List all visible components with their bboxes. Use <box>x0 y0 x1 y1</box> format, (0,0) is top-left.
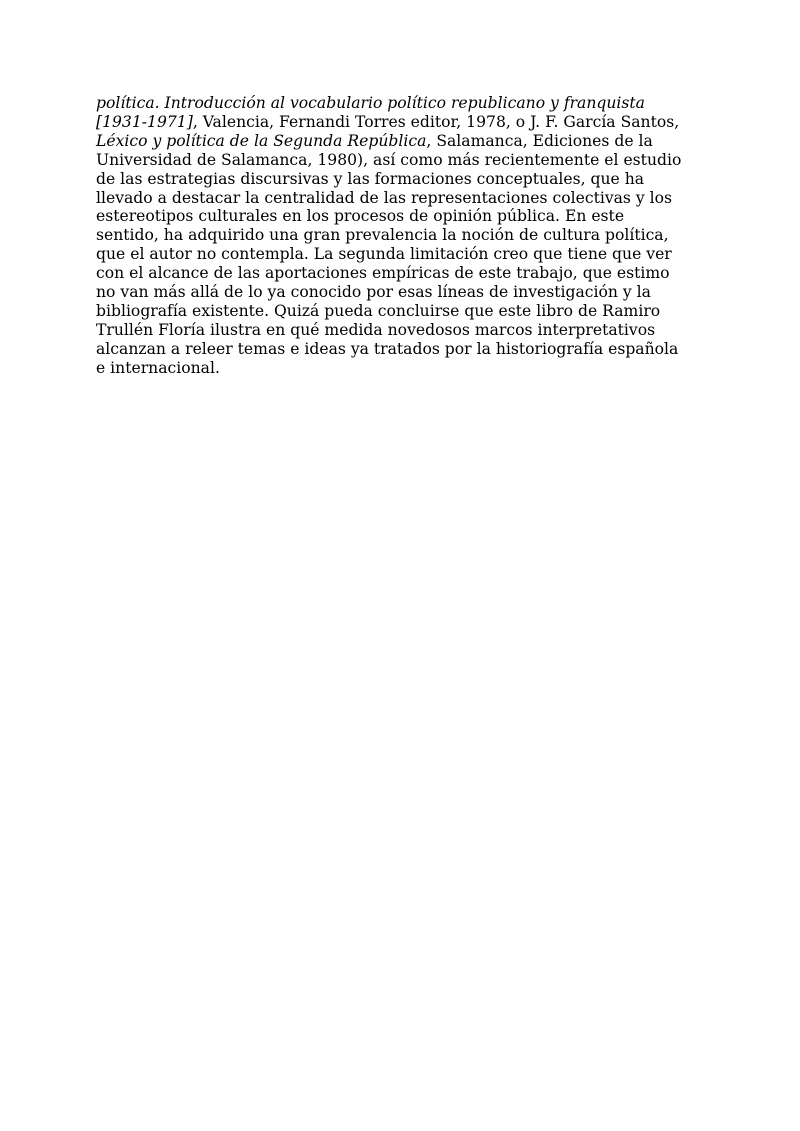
text-segment: alcanzan a releer temas e ideas ya tratados por la historiografía española <box>96 339 679 358</box>
text-line <box>96 226 712 245</box>
text-line <box>96 113 712 132</box>
text-line <box>96 151 712 170</box>
text-line <box>96 264 712 283</box>
text-line <box>96 302 712 321</box>
text-line <box>96 170 712 189</box>
text-segment: con el alcance de las aportaciones empíricas de este trabajo, que estimo <box>96 264 670 283</box>
italic-text-segment: [1931-1971] <box>96 112 193 131</box>
text-segment: estereotipos culturales en los procesos de opinión pública. En este <box>96 207 625 226</box>
text-line <box>96 283 712 302</box>
text-segment: , Valencia, Fernandi Torres editor, 1978, o J. F. García Santos, <box>192 112 680 131</box>
text-segment: bibliografía existente. Quizá pueda concluirse que este libro de Ramiro <box>96 301 661 320</box>
text-line <box>96 340 712 359</box>
text-segment: de las estrategias discursivas y las formaciones conceptuales, que ha <box>96 169 645 188</box>
text-segment: e internacional. <box>96 358 220 377</box>
text-line <box>96 132 712 151</box>
text-line <box>96 207 712 226</box>
text-segment: llevado a destacar la centralidad de las representaciones colectivas y los <box>96 188 673 207</box>
text-segment: Universidad de Salamanca, 1980), así como más recientemente el estudio <box>96 150 682 169</box>
text-segment: que el autor no contempla. La segunda limitación creo que tiene que ver <box>96 245 672 264</box>
text-segment: sentido, ha adquirido una gran prevalencia la noción de cultura política, <box>96 226 669 245</box>
text-line <box>96 359 712 378</box>
italic-text-segment: política. Introducción al vocabulario político republicano y franquista <box>96 94 645 112</box>
text-line <box>96 321 712 340</box>
text-segment: no van más allá de lo ya conocido por esas líneas de investigación y la <box>96 283 651 302</box>
body-paragraph <box>96 94 712 378</box>
text-line <box>96 94 712 113</box>
text-line <box>96 189 712 208</box>
text-line <box>96 245 712 264</box>
italic-text-segment: Léxico y política de la Segunda República <box>96 131 427 150</box>
text-segment: , Salamanca, Ediciones de la <box>426 131 653 150</box>
text-segment: Trullén Floría ilustra en qué medida novedosos marcos interpretativos <box>96 320 656 339</box>
